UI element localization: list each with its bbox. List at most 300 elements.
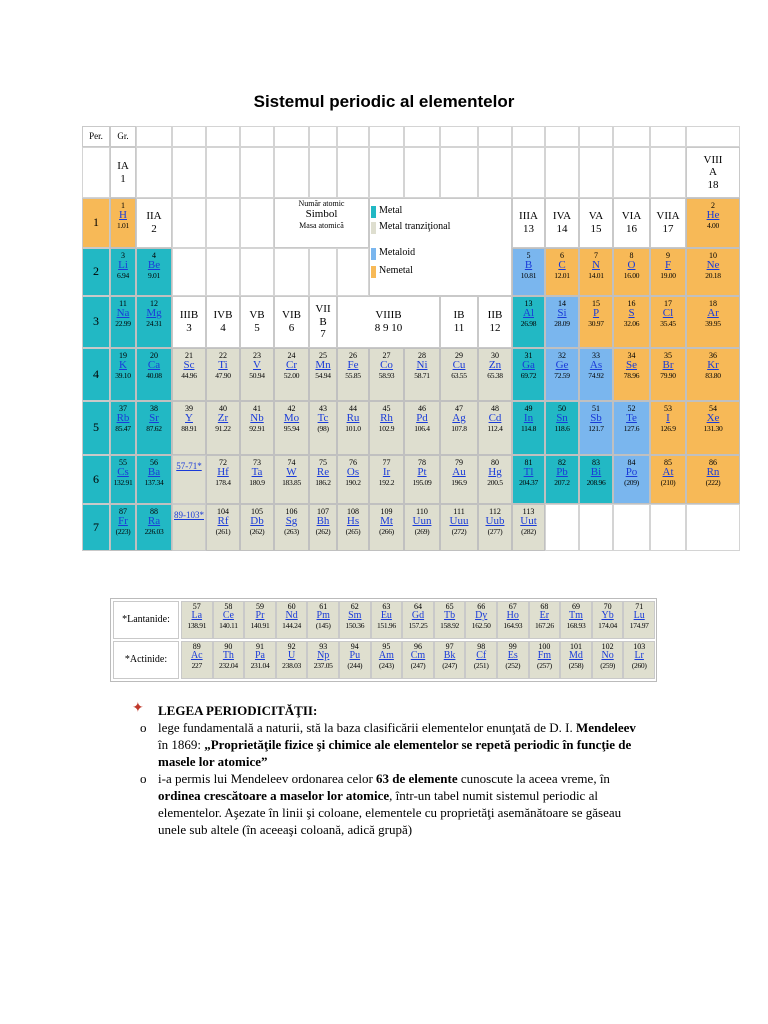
grid-cell (172, 198, 206, 248)
element-cell[interactable] (337, 348, 369, 401)
lanthanide-element[interactable] (592, 601, 624, 639)
atomic-number: 33 (592, 351, 600, 360)
lanthanide-element[interactable] (497, 601, 529, 639)
grid-cell (172, 126, 206, 147)
element-cell[interactable] (136, 504, 172, 551)
element-cell[interactable] (650, 455, 686, 504)
element-symbol[interactable]: B (524, 259, 533, 272)
atomic-number: 79 (455, 458, 463, 467)
element-cell[interactable] (136, 455, 172, 504)
element-symbol[interactable]: Cl (662, 307, 674, 320)
atomic-mass: 121.7 (588, 423, 604, 433)
element-cell[interactable] (110, 248, 136, 296)
element-symbol[interactable]: Pu (349, 650, 361, 662)
element-cell[interactable] (404, 401, 440, 455)
lanthanide-element[interactable] (560, 601, 592, 639)
element-cell[interactable] (404, 348, 440, 401)
lanthanide-element[interactable] (213, 601, 245, 639)
atomic-number: 15 (592, 299, 600, 308)
atomic-mass: 1.01 (117, 220, 129, 230)
element-symbol[interactable]: Yb (601, 610, 614, 622)
atomic-mass: 174.97 (629, 620, 649, 630)
element-symbol[interactable]: Fe (347, 359, 359, 372)
group-label: IIA 2 (136, 198, 172, 248)
element-symbol[interactable]: Cm (410, 650, 426, 662)
actinide-element[interactable] (560, 641, 592, 679)
atomic-mass: 12.01 (554, 270, 570, 280)
element-symbol[interactable]: Rb (116, 412, 130, 425)
element-symbol[interactable]: Ge (555, 359, 569, 372)
element-symbol[interactable]: Ra (147, 515, 161, 528)
grid-cell (309, 248, 337, 296)
grid-cell (686, 126, 740, 147)
atomic-mass: 9.01 (148, 270, 160, 280)
element-cell[interactable] (512, 248, 545, 296)
element-cell[interactable] (512, 296, 545, 348)
star-bullet-icon: ✦ (132, 701, 144, 716)
element-cell[interactable] (478, 401, 512, 455)
element-symbol[interactable]: Rh (380, 412, 393, 425)
grid-cell (240, 198, 274, 248)
atomic-mass: 32.06 (623, 318, 640, 328)
element-symbol[interactable]: Np (317, 650, 330, 662)
group-label: VIIIB 8 9 10 (337, 296, 440, 348)
element-symbol[interactable]: Eu (380, 610, 392, 622)
element-symbol[interactable]: Bi (590, 466, 602, 479)
element-cell[interactable] (172, 348, 206, 401)
actinide-element[interactable] (434, 641, 466, 679)
element-symbol[interactable]: Mg (146, 307, 162, 320)
element-symbol[interactable]: Sg (285, 515, 298, 528)
element-symbol[interactable]: Na (116, 307, 130, 320)
element-cell[interactable] (274, 455, 309, 504)
element-cell[interactable] (650, 248, 686, 296)
element-cell[interactable] (650, 348, 686, 401)
atomic-mass: 58.93 (378, 370, 395, 380)
atomic-number: 94 (350, 642, 359, 651)
element-symbol[interactable]: H (119, 209, 127, 222)
element-symbol[interactable]: Ir (382, 466, 391, 479)
element-symbol[interactable]: Mt (380, 515, 393, 528)
atomic-mass: 114.8 (520, 423, 537, 433)
element-symbol[interactable]: Os (346, 466, 360, 479)
element-symbol[interactable]: Cd (488, 412, 502, 425)
element-cell[interactable] (172, 401, 206, 455)
element-cell[interactable] (309, 455, 337, 504)
element-symbol[interactable]: Mo (283, 412, 300, 425)
element-cell[interactable] (512, 348, 545, 401)
element-symbol[interactable]: Te (626, 412, 637, 425)
element-symbol[interactable]: Ag (452, 412, 466, 425)
element-symbol[interactable]: Lu (633, 610, 645, 622)
element-cell[interactable] (440, 401, 478, 455)
element-symbol[interactable]: Sc (183, 359, 195, 372)
atomic-number: 28 (418, 351, 426, 360)
atomic-number: 30 (491, 351, 499, 360)
element-cell[interactable] (545, 348, 579, 401)
element-symbol[interactable]: Pd (416, 412, 428, 425)
element-symbol[interactable]: Hs (346, 515, 360, 528)
element-cell[interactable] (369, 348, 404, 401)
actinide-element[interactable] (402, 641, 434, 679)
element-cell[interactable] (110, 348, 136, 401)
element-cell[interactable] (613, 455, 650, 504)
element-cell[interactable] (136, 401, 172, 455)
element-cell[interactable] (404, 455, 440, 504)
actinide-element[interactable] (213, 641, 245, 679)
lanthanide-element[interactable] (244, 601, 276, 639)
element-symbol[interactable]: W (286, 466, 297, 479)
element-cell[interactable] (337, 455, 369, 504)
actinide-element[interactable] (244, 641, 276, 679)
element-cell[interactable] (206, 401, 240, 455)
atomic-number: 109 (380, 507, 393, 516)
element-symbol[interactable]: Db (250, 515, 264, 528)
element-cell[interactable] (274, 504, 309, 551)
grid-cell (440, 147, 478, 198)
lanthanide-element[interactable] (339, 601, 371, 639)
element-cell[interactable] (337, 401, 369, 455)
element-cell[interactable] (404, 504, 440, 551)
atomic-mass: 226.03 (144, 526, 164, 536)
element-symbol[interactable]: Bk (443, 650, 456, 662)
element-cell[interactable] (206, 504, 240, 551)
element-symbol[interactable]: Am (378, 650, 394, 662)
element-cell[interactable] (545, 248, 579, 296)
group-label: VIA 16 (613, 198, 650, 248)
atomic-mass: 39.95 (705, 318, 721, 328)
atomic-mass: 26.98 (520, 318, 537, 328)
element-symbol[interactable]: Ru (346, 412, 360, 425)
element-cell[interactable] (110, 504, 136, 551)
atomic-mass: 54.94 (315, 370, 331, 380)
element-symbol[interactable]: Ga (522, 359, 535, 372)
element-symbol[interactable]: Gd (411, 610, 425, 622)
element-cell[interactable] (369, 504, 404, 551)
element-symbol[interactable]: Zn (488, 359, 502, 372)
element-symbol[interactable]: Uun (412, 515, 432, 528)
atomic-number: 24 (287, 351, 296, 360)
element-cell[interactable] (309, 401, 337, 455)
lanthanide-element[interactable] (434, 601, 466, 639)
actinide-element[interactable] (623, 641, 655, 679)
element-symbol[interactable]: Uub (485, 515, 505, 528)
atomic-number: 99 (508, 642, 517, 651)
lanthanide-element[interactable] (307, 601, 339, 639)
element-symbol[interactable]: Si (557, 307, 567, 320)
element-symbol[interactable]: Au (452, 466, 466, 479)
element-symbol[interactable]: Ca (147, 359, 161, 372)
atomic-number: 75 (319, 458, 327, 467)
actinide-element[interactable] (307, 641, 339, 679)
atomic-number: 2 (711, 201, 715, 210)
actinide-element[interactable] (276, 641, 308, 679)
atomic-mass: 69.72 (520, 370, 537, 380)
element-cell[interactable] (613, 348, 650, 401)
element-cell[interactable] (512, 455, 545, 504)
element-symbol[interactable]: Se (626, 359, 637, 372)
atomic-number: 13 (524, 299, 533, 308)
atomic-mass: 102.9 (378, 423, 395, 433)
period-label: 2 (82, 248, 110, 296)
element-cell[interactable] (136, 248, 172, 296)
element-cell[interactable] (478, 348, 512, 401)
element-cell[interactable] (337, 504, 369, 551)
atomic-mass: (277) (487, 526, 503, 536)
element-symbol[interactable]: Cs (117, 466, 129, 479)
element-symbol[interactable]: La (191, 610, 203, 622)
element-cell[interactable] (240, 504, 274, 551)
actinide-element[interactable] (371, 641, 403, 679)
element-symbol[interactable]: K (119, 359, 127, 372)
element-symbol[interactable]: In (523, 412, 534, 425)
element-cell[interactable] (136, 348, 172, 401)
element-symbol[interactable]: Bh (316, 515, 330, 528)
element-symbol[interactable]: P (592, 307, 600, 320)
element-symbol[interactable]: Re (316, 466, 330, 479)
element-symbol[interactable]: Y (185, 412, 193, 425)
actinide-element[interactable] (465, 641, 497, 679)
element-symbol[interactable]: S (628, 307, 635, 320)
element-cell[interactable] (240, 348, 274, 401)
element-cell[interactable] (686, 348, 740, 401)
element-cell[interactable] (579, 401, 613, 455)
element-cell[interactable] (440, 504, 478, 551)
lanthanide-element[interactable] (276, 601, 308, 639)
lanthanide-element[interactable] (402, 601, 434, 639)
period-header: Per. (82, 126, 110, 147)
element-cell[interactable] (206, 455, 240, 504)
atomic-mass: 118.6 (554, 423, 570, 433)
element-symbol[interactable]: Pt (417, 466, 427, 479)
element-symbol[interactable]: Dy (475, 610, 488, 622)
series-reference[interactable] (172, 455, 206, 504)
atomic-number: 81 (524, 458, 533, 467)
element-symbol[interactable]: Es (507, 650, 518, 662)
element-symbol[interactable]: Tl (523, 466, 534, 479)
atomic-number: 84 (627, 458, 636, 467)
atomic-number: 108 (347, 507, 359, 516)
atomic-mass: 231.04 (250, 660, 270, 670)
element-symbol[interactable]: Ta (251, 466, 263, 479)
element-symbol[interactable]: Md (569, 650, 583, 662)
element-symbol[interactable]: Co (380, 359, 393, 372)
element-cell[interactable] (110, 296, 136, 348)
element-symbol[interactable]: Ar (707, 307, 719, 320)
element-symbol[interactable]: Sr (149, 412, 159, 425)
element-cell[interactable] (136, 296, 172, 348)
element-symbol[interactable]: U (287, 650, 296, 662)
element-symbol[interactable]: As (589, 359, 603, 372)
element-symbol[interactable]: N (592, 259, 600, 272)
element-cell[interactable] (650, 401, 686, 455)
grid-cell (240, 147, 274, 198)
atomic-mass: 74.92 (588, 370, 604, 380)
element-symbol[interactable]: Cr (286, 359, 297, 372)
element-symbol[interactable]: Nd (285, 610, 298, 622)
element-cell[interactable] (686, 198, 740, 248)
atomic-number: 113 (522, 507, 535, 516)
element-symbol[interactable]: Br (662, 359, 674, 372)
element-symbol[interactable]: C (558, 259, 566, 272)
element-cell[interactable] (545, 296, 579, 348)
element-symbol[interactable]: Pb (556, 466, 568, 479)
element-cell[interactable] (686, 248, 740, 296)
element-cell[interactable] (369, 401, 404, 455)
element-cell[interactable] (579, 248, 613, 296)
lanthanide-element[interactable] (623, 601, 655, 639)
lanthanide-actinide-table (110, 598, 657, 682)
element-cell[interactable] (613, 401, 650, 455)
element-cell[interactable] (579, 348, 613, 401)
element-symbol[interactable]: Sn (556, 412, 568, 425)
atomic-mass: 55.85 (345, 370, 361, 380)
actinide-element[interactable] (497, 641, 529, 679)
element-symbol[interactable]: Tb (444, 610, 456, 622)
element-symbol[interactable]: Ne (706, 259, 720, 272)
element-symbol[interactable]: He (706, 209, 720, 222)
element-symbol[interactable]: V (253, 359, 261, 372)
atomic-mass: 72.59 (554, 370, 570, 380)
element-cell[interactable] (478, 455, 512, 504)
element-symbol[interactable]: No (601, 650, 614, 662)
series-reference[interactable] (172, 504, 206, 551)
element-cell[interactable] (512, 504, 545, 551)
element-cell[interactable] (686, 296, 740, 348)
element-symbol[interactable]: Uuu (449, 515, 469, 528)
atomic-number: 10 (709, 251, 717, 260)
element-symbol[interactable]: F (664, 259, 672, 272)
actinide-element[interactable] (592, 641, 624, 679)
element-symbol[interactable]: Pr (255, 610, 265, 622)
element-symbol[interactable]: Li (118, 259, 128, 272)
actinide-element[interactable] (529, 641, 561, 679)
atomic-mass: 30.97 (588, 318, 604, 328)
atomic-mass: (247) (442, 660, 457, 670)
element-cell[interactable] (240, 455, 274, 504)
element-symbol[interactable]: Pa (254, 650, 265, 662)
lanthanide-element[interactable] (181, 601, 213, 639)
element-cell[interactable] (579, 296, 613, 348)
atomic-mass: 208.96 (586, 477, 606, 487)
element-symbol[interactable]: Mn (315, 359, 331, 372)
element-symbol[interactable]: Tm (569, 610, 583, 622)
element-cell[interactable] (512, 401, 545, 455)
element-cell[interactable] (579, 455, 613, 504)
series-link[interactable]: 57-71* (176, 461, 202, 471)
element-symbol[interactable]: Po (625, 466, 638, 479)
element-symbol[interactable]: Al (523, 307, 534, 320)
element-symbol[interactable]: Tc (317, 412, 329, 425)
element-symbol[interactable]: Sm (348, 610, 362, 622)
element-cell[interactable] (613, 296, 650, 348)
element-cell[interactable] (309, 504, 337, 551)
atomic-mass: (258) (568, 660, 584, 670)
grid-cell (478, 147, 512, 198)
element-symbol[interactable]: Pm (316, 610, 330, 622)
element-symbol[interactable]: Ni (416, 359, 428, 372)
element-cell[interactable] (686, 401, 740, 455)
atomic-number: 80 (491, 458, 499, 467)
lanthanide-element[interactable] (371, 601, 403, 639)
element-symbol[interactable]: I (666, 412, 670, 425)
element-symbol[interactable]: Th (222, 650, 234, 662)
element-symbol[interactable]: O (627, 259, 636, 272)
element-symbol[interactable]: Er (539, 610, 550, 622)
element-cell[interactable] (274, 401, 309, 455)
atomic-number: 11 (119, 299, 127, 308)
element-cell[interactable] (206, 348, 240, 401)
element-symbol[interactable]: Ba (147, 466, 161, 479)
element-symbol[interactable]: Hf (217, 466, 229, 479)
element-symbol[interactable]: Rf (217, 515, 229, 528)
actinide-element[interactable] (181, 641, 213, 679)
element-cell[interactable] (545, 455, 579, 504)
element-symbol[interactable]: Xe (706, 412, 720, 425)
element-cell[interactable] (110, 401, 136, 455)
element-cell[interactable] (545, 401, 579, 455)
element-symbol[interactable]: Sb (590, 412, 602, 425)
element-cell[interactable] (240, 401, 274, 455)
element-symbol[interactable]: Rn (706, 466, 720, 479)
grid-cell (274, 248, 309, 296)
atomic-number: 47 (455, 404, 463, 413)
actinide-element[interactable] (339, 641, 371, 679)
atomic-number: 58 (224, 602, 233, 611)
element-cell[interactable] (440, 455, 478, 504)
atomic-mass: 22.99 (115, 318, 131, 328)
element-cell[interactable] (613, 248, 650, 296)
element-symbol[interactable]: Cu (452, 359, 466, 372)
element-symbol[interactable]: Kr (707, 359, 719, 372)
atomic-number: 91 (255, 642, 264, 651)
element-cell[interactable] (478, 504, 512, 551)
lanthanide-element[interactable] (465, 601, 497, 639)
atomic-number: 51 (592, 404, 600, 413)
element-symbol[interactable]: Zr (217, 412, 229, 425)
series-link[interactable]: 89-103* (174, 510, 204, 520)
legend-swatch (371, 266, 376, 278)
element-symbol[interactable]: Ti (218, 359, 228, 372)
lanthanide-element[interactable] (529, 601, 561, 639)
element-symbol[interactable]: Be (147, 259, 161, 272)
atomic-mass: 178.4 (215, 477, 231, 487)
element-symbol[interactable]: Hg (488, 466, 502, 479)
atomic-mass: 101.0 (345, 423, 361, 433)
element-symbol[interactable]: Ac (190, 650, 203, 662)
element-symbol[interactable]: Fr (118, 515, 128, 528)
element-cell[interactable] (650, 296, 686, 348)
element-cell[interactable] (309, 348, 337, 401)
element-cell[interactable] (110, 455, 136, 504)
element-symbol[interactable]: Nb (250, 412, 264, 425)
element-symbol[interactable]: Cf (476, 650, 487, 662)
element-symbol[interactable]: Ho (506, 610, 519, 622)
element-cell[interactable] (686, 455, 740, 504)
atomic-mass: 190.2 (345, 477, 361, 487)
element-cell[interactable] (440, 348, 478, 401)
element-symbol[interactable]: Lr (634, 650, 644, 662)
element-symbol[interactable]: At (662, 466, 674, 479)
element-symbol[interactable]: Uut (520, 515, 537, 528)
element-symbol[interactable]: Ce (222, 610, 234, 622)
atomic-mass: (261) (215, 526, 231, 536)
element-symbol[interactable]: Fm (537, 650, 552, 662)
element-cell[interactable] (110, 198, 136, 248)
element-cell[interactable] (369, 455, 404, 504)
element-cell[interactable] (274, 348, 309, 401)
atomic-number: 100 (538, 642, 551, 651)
